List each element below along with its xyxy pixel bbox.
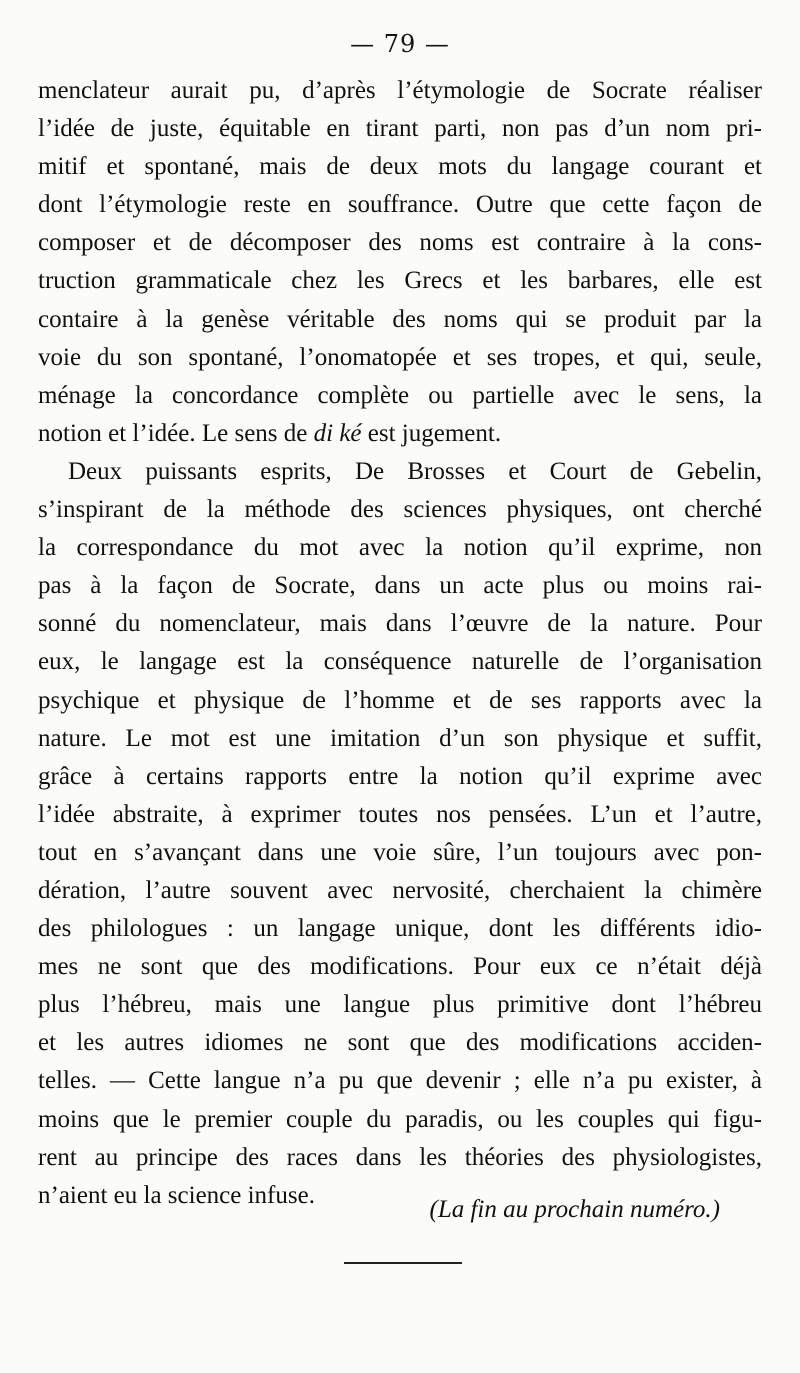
closing-note-text: (La fin au prochain numéro.)	[429, 1196, 720, 1223]
text-line: Deux puissants esprits, De Brosses et Court de Gebelin,	[68, 457, 762, 485]
text-line: sonné du nomenclateur, mais dans l’œuvre de la nature. Pour	[38, 610, 762, 638]
text-line: voie du son spontané, l’onomatopée et ses tropes, et qui, seule,	[38, 343, 762, 371]
text-line: dont l’étymologie reste en souffrance. Outre que cette façon de	[38, 191, 762, 219]
text-line: s’inspirant de la méthode des sciences physiques, ont cherché	[38, 496, 762, 524]
text-line: menclateur aurait pu, d’après l’étymologie de Socrate réaliser	[38, 77, 762, 104]
text-line: mitif et spontané, mais de deux mots du langage courant et	[38, 153, 762, 181]
text-line: dération, l’autre souvent avec nervosité, cherchaient la chimère	[38, 876, 762, 904]
text-line: n’aient eu la science infuse.	[38, 1181, 315, 1209]
text-line: et les autres idiomes ne sont que des modifications acciden-	[38, 1029, 762, 1057]
text-line: telles. — Cette langue n’a pu que devenir ; elle n’a pu exister, à	[38, 1067, 762, 1095]
text-line: nature. Le mot est une imitation d’un son physique et suffit,	[38, 724, 762, 752]
text-line: ménage la concordance complète ou partielle avec le sens, la	[38, 381, 762, 409]
text-line: la correspondance du mot avec la notion qu’il exprime, non	[38, 534, 762, 562]
text-line: composer et de décomposer des noms est contraire à la cons-	[38, 229, 762, 257]
text-line: notion et l’idée. Le sens de di ké est jugement.	[38, 419, 502, 447]
text-line: plus l’hébreu, mais une langue plus primitive dont l’hébreu	[38, 991, 762, 1019]
page-text	[38, 72, 762, 1215]
text-line: psychique et physique de l’homme et de ses rapports avec la	[38, 686, 762, 714]
text-line: mes ne sont que des modifications. Pour eux ce n’était déjà	[38, 953, 762, 981]
section-divider	[344, 1262, 462, 1264]
text-line: des philologues : un langage unique, dont les différents idio-	[38, 915, 762, 943]
text-line: contaire à la genèse véritable des noms qui se produit par la	[38, 305, 762, 333]
text-line: truction grammaticale chez les Grecs et les barbares, elle est	[38, 267, 762, 295]
text-line: tout en s’avançant dans une voie sûre, l’un toujours avec pon-	[38, 838, 762, 866]
text-line: pas à la façon de Socrate, dans un acte plus ou moins rai-	[38, 572, 762, 600]
text-line: l’idée de juste, équitable en tirant parti, non pas d’un nom pri-	[38, 115, 762, 143]
text-line: moins que le premier couple du paradis, ou les couples qui figu-	[38, 1105, 762, 1133]
page-number: — 79 —	[350, 30, 450, 58]
text-line: rent au principe des races dans les théories des physiologistes,	[38, 1143, 762, 1171]
text-line: l’idée abstraite, à exprimer toutes nos pensées. L’un et l’autre,	[38, 800, 762, 828]
text-line: eux, le langage est la conséquence naturelle de l’organisation	[38, 648, 762, 676]
text-line: grâce à certains rapports entre la notion qu’il exprime avec	[38, 762, 762, 790]
closing-note	[380, 1191, 720, 1229]
